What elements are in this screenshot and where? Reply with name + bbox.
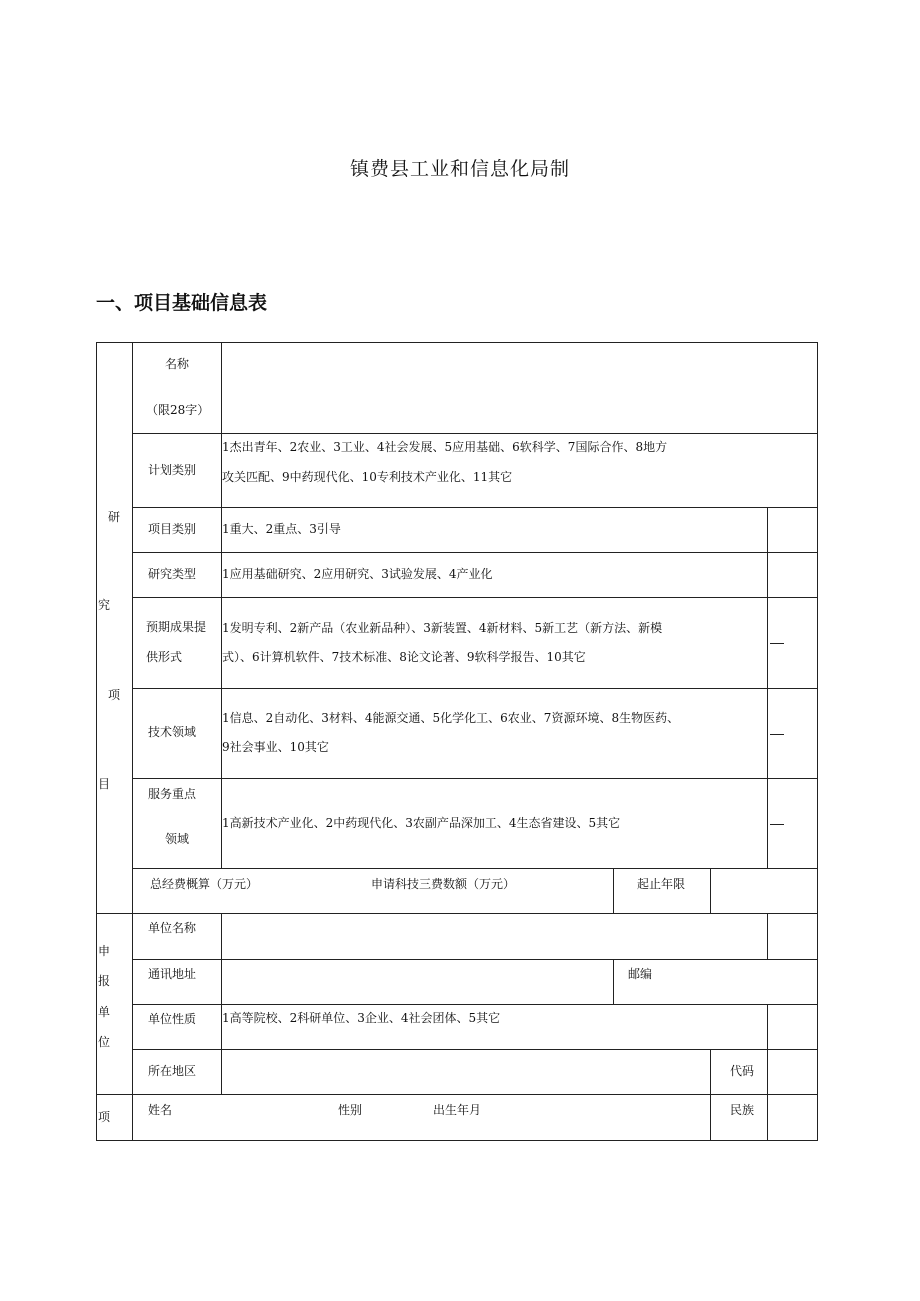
postcode-label: 邮编 [628, 967, 653, 981]
group-label-research-2: 究 [98, 598, 111, 612]
region-code-field[interactable] [768, 1050, 817, 1094]
group-label-leader: 项 [98, 1110, 111, 1124]
region-label: 所在地区 [148, 1064, 197, 1078]
region-code-divider-a [710, 1049, 711, 1141]
tech-field-options-line1: 1信息、2自动化、3材料、4能源交通、5化学化工、6农业、7资源环境、8生物医药、 [222, 711, 680, 725]
research-type-code-field[interactable] [768, 553, 817, 597]
address-label: 通讯地址 [148, 967, 197, 981]
group-label-research-4: 目 [98, 777, 111, 791]
org-title: 镇费县工业和信息化局制 [349, 158, 570, 180]
plan-category-options-line1: 1杰出青年、2农业、3工业、4社会发展、5应用基础、6软科学、7国际合作、8地方 [222, 440, 668, 454]
expected-results-label-line2: 供形式 [146, 650, 183, 664]
budget-divider-a [613, 868, 614, 913]
row-line-3 [132, 552, 818, 553]
address-field[interactable] [222, 960, 613, 1004]
service-focus-label-line2: 领域 [165, 832, 190, 846]
unit-name-label: 单位名称 [148, 921, 197, 935]
leader-gender-label: 性别 [338, 1103, 363, 1117]
ethnicity-field[interactable] [768, 1095, 817, 1140]
service-focus-label-line1: 服务重点 [148, 787, 197, 801]
row-line-5 [132, 688, 818, 689]
name-label: 名称 [165, 357, 190, 371]
period-label: 起止年限 [637, 877, 686, 891]
row-line-6 [132, 778, 818, 779]
row-line-4 [132, 597, 818, 598]
expected-results-options-line2: 式）、6计算机软件、7技术标准、8论文论著、9软科学报告、10其它 [222, 650, 586, 664]
project-category-label: 项目类别 [148, 522, 197, 536]
name-limit-label: （限28字） [146, 403, 210, 417]
project-category-code-field[interactable] [768, 508, 817, 552]
group-label-unit-3: 单 [98, 1005, 111, 1019]
section-title: 一、项目基础信息表 [96, 292, 268, 314]
leader-ethnicity-label: 民族 [730, 1103, 755, 1117]
group-label-research-3: 项 [108, 688, 121, 702]
group-label-unit-4: 位 [98, 1035, 111, 1049]
service-focus-options: 1高新技术产业化、2中药现代化、3农副产品深加工、4生态省建设、5其它 [222, 816, 621, 830]
region-field[interactable] [222, 1050, 710, 1094]
tech-field-options-line2: 9社会事业、10其它 [222, 740, 329, 754]
project-name-field[interactable] [222, 343, 817, 433]
plan-category-options-line2: 攻关匹配、9中药现代化、10专利技术产业化、11其它 [222, 470, 513, 484]
unit-nature-code-field[interactable] [768, 1005, 817, 1049]
row-line-1 [132, 433, 818, 434]
postcode-field[interactable] [660, 960, 817, 1004]
service-focus-code-field[interactable] [768, 779, 817, 868]
total-budget-label: 总经费概算（万元） [150, 877, 259, 891]
leader-birth-label: 出生年月 [433, 1103, 482, 1117]
leader-name-label: 姓名 [148, 1103, 173, 1117]
project-category-options: 1重大、2重点、3引导 [222, 522, 341, 536]
research-type-label: 研究类型 [148, 567, 197, 581]
applied-funds-label: 申请科技三费数额（万元） [371, 877, 516, 891]
expected-results-label-line1: 预期成果提 [146, 620, 207, 634]
expected-results-options-line1: 1发明专利、2新产品（农业新品种）、3新装置、4新材料、5新工艺（新方法、新模 [222, 621, 663, 635]
group-label-unit-1: 申 [98, 944, 111, 958]
period-field[interactable] [711, 869, 817, 913]
row-line-9 [132, 1004, 818, 1005]
unit-nature-options: 1高等院校、2科研单位、3企业、4社会团体、5其它 [222, 1011, 501, 1025]
tech-field-label: 技术领域 [148, 725, 197, 739]
tech-field-code-field[interactable] [768, 689, 817, 778]
expected-results-code-field[interactable] [768, 598, 817, 688]
section-line-leader [96, 1094, 818, 1095]
code-column-divider-unit-name [767, 913, 768, 959]
group-column-divider [132, 342, 133, 1141]
row-line-2 [132, 507, 818, 508]
postcode-divider [613, 959, 614, 1004]
research-type-options: 1应用基础研究、2应用研究、3试验发展、4产业化 [222, 567, 493, 581]
group-label-research-1: 研 [108, 510, 121, 524]
unit-name-field[interactable] [222, 914, 767, 959]
group-label-unit-2: 报 [98, 974, 111, 988]
plan-category-label: 计划类别 [148, 463, 197, 477]
code-label: 代码 [730, 1064, 755, 1078]
unit-nature-label: 单位性质 [148, 1012, 197, 1026]
